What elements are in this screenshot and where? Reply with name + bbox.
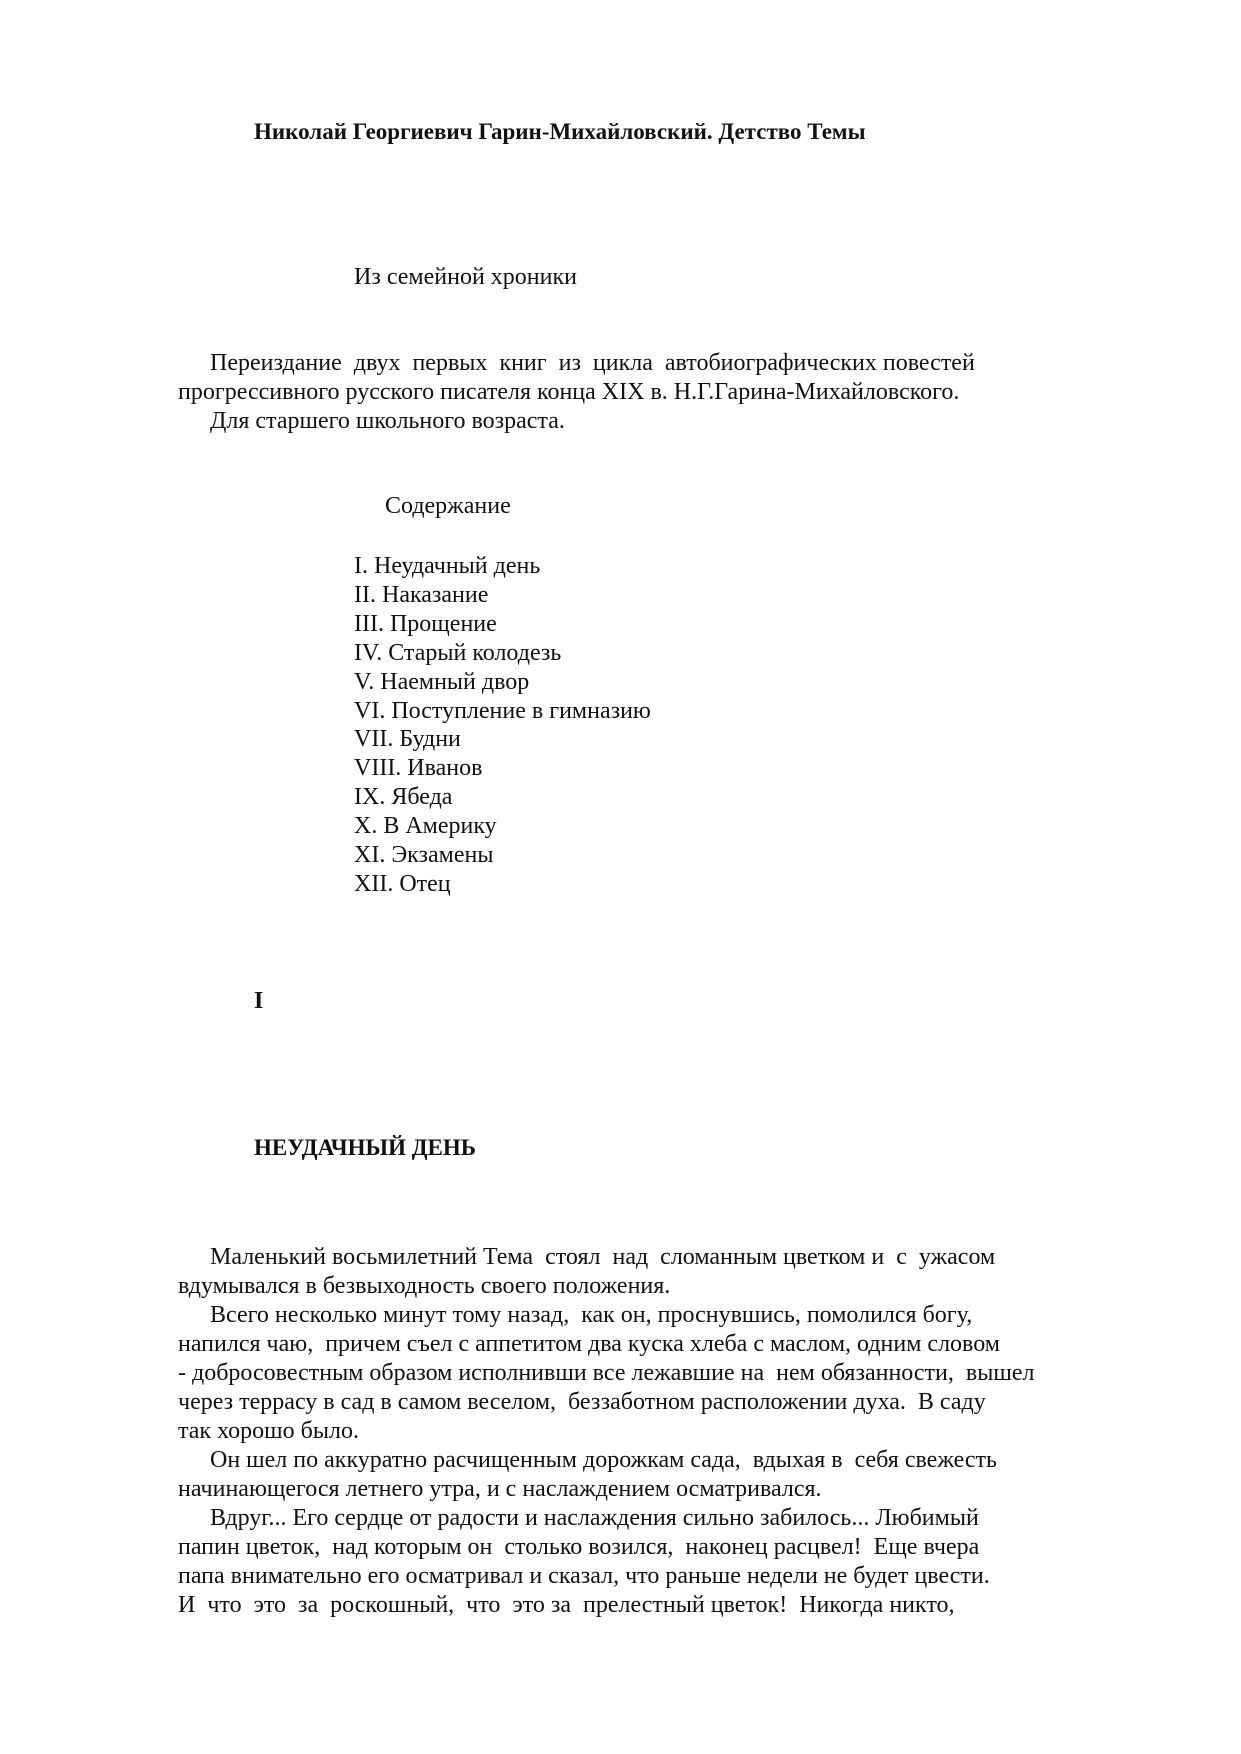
text-line: так хорошо было. [178, 1418, 359, 1444]
text-line: вдумывался в безвыходность своего положения. [178, 1273, 671, 1299]
contents-heading: Содержание [385, 493, 511, 519]
text-line: папа внимательно его осматривал и сказал, что раньше недели не будет цвести. [178, 1563, 990, 1589]
contents-item: I. Неудачный день [354, 553, 541, 579]
contents-item: V. Наемный двор [354, 668, 530, 695]
text-line: Всего несколько минут тому назад, как он, проснувшись, помолился богу, [210, 1302, 973, 1328]
contents-item: XII. Отец [354, 870, 451, 897]
text-line: напился чаю, причем съел с аппетитом два куска хлеба с маслом, одним словом [178, 1331, 1000, 1357]
text-line: И что это за роскошный, что это за прелестный цветок! Никогда никто, [178, 1592, 955, 1618]
contents-item: IX. Ябеда [354, 784, 453, 811]
annotation-line: Для старшего школьного возраста. [210, 408, 565, 434]
annotation-line: Переиздание двух первых книг из цикла автобиографических повестей [210, 350, 975, 376]
document-title: Николай Георгиевич Гарин-Михайловский. Детство Темы [254, 119, 866, 144]
annotation-line: прогрессивного русского писателя конца XIX в. Н.Г.Гарина-Михайловского. [178, 379, 960, 405]
text-line: папин цветок, над которым он столько возился, наконец расцвел! Еще вчера [178, 1534, 980, 1560]
text-line: через террасу в сад в самом веселом, беззаботном расположении духа. В саду [178, 1389, 986, 1415]
text-line: Вдруг... Его сердце от радости и наслаждения сильно забилось... Любимый [210, 1505, 979, 1531]
text-line: Маленький восьмилетний Тема стоял над сломанным цветком и с ужасом [210, 1244, 996, 1270]
contents-item: XI. Экзамены [354, 842, 494, 869]
chapter-text [178, 1243, 1034, 1620]
document-subtitle: Из семейной хроники [354, 264, 577, 290]
contents-item: VI. Поступление в гимназию [354, 697, 651, 724]
text-line: Он шел по аккуратно расчищенным дорожкам сада, вдыхая в себя свежесть [210, 1447, 997, 1473]
contents-item: II. Наказание [354, 581, 489, 608]
text-line: начинающегося летнего утра, и с наслаждением осматривался. [178, 1476, 822, 1502]
contents-item: X. В Америку [354, 813, 497, 840]
contents-item: VII. Будни [354, 726, 461, 753]
contents-item: III. Прощение [354, 610, 497, 637]
contents-list [354, 552, 651, 899]
contents-item: VIII. Иванов [354, 755, 483, 782]
contents-item: IV. Старый колодезь [354, 639, 562, 666]
chapter-number: I [254, 988, 264, 1014]
chapter-title: НЕУДАЧНЫЙ ДЕНЬ [254, 1135, 476, 1160]
text-line: - добросовестным образом исполнивши все лежавшие на нем обязанности, вышел [178, 1360, 1035, 1386]
annotation-paragraph [178, 349, 975, 436]
